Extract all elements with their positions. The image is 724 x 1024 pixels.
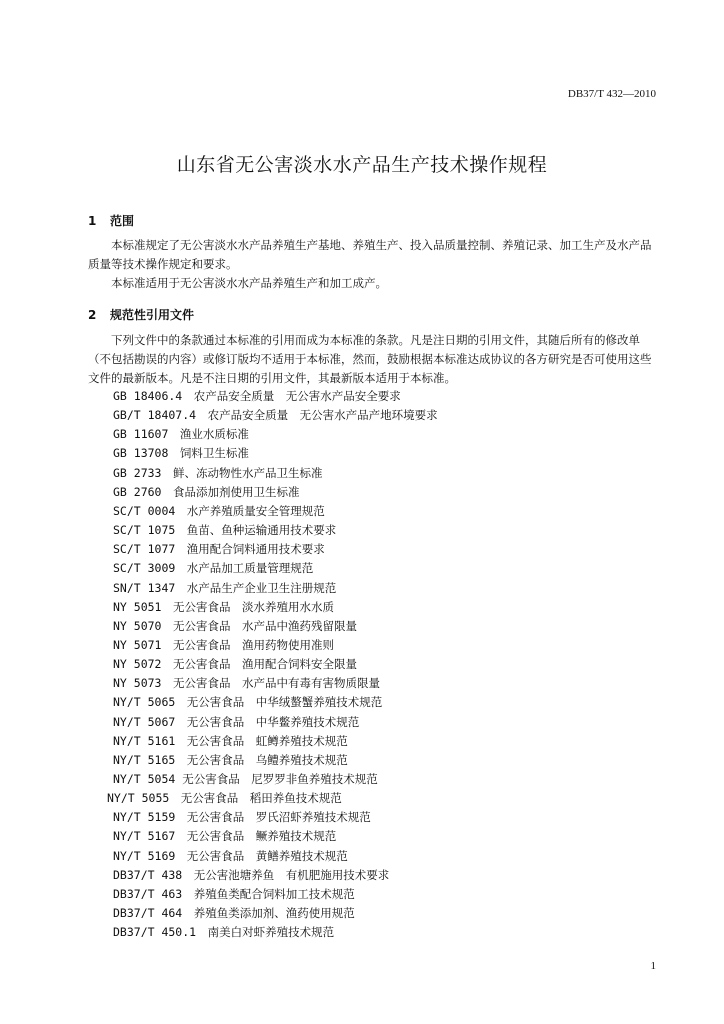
section-title: 规范性引用文件 xyxy=(110,308,195,322)
paragraph: 下列文件中的条款通过本标准的引用而成为本标准的条款。凡是注日期的引用文件，其随后所有的修改单（不包括勘误的内容）或修订版均不适用于本标准，然而，鼓励根据本标准达成协议的各方研究是否可使用这些文件的最新版本。凡是不注日期的引用文件，其最新版本适用于本标准。 xyxy=(88,333,652,385)
reference-item: NY 5073 无公害食品 水产品中有毒有害物质限量 xyxy=(113,676,380,691)
reference-item: NY 5070 无公害食品 水产品中渔药残留限量 xyxy=(113,618,357,633)
section-heading-scope xyxy=(88,212,134,229)
reference-item: NY/T 5169 无公害食品 黄鳝养殖技术规范 xyxy=(113,848,348,863)
scope-body xyxy=(88,236,658,293)
reference-item: GB 2733 鲜、冻动物性水产品卫生标准 xyxy=(113,465,323,480)
section-number: 1 xyxy=(88,214,97,228)
reference-item: GB 2760 食品添加剂使用卫生标准 xyxy=(113,484,300,499)
reference-item: SC/T 1077 渔用配合饲料通用技术要求 xyxy=(113,542,325,557)
reference-item: SN/T 1347 水产品生产企业卫生注册规范 xyxy=(113,580,337,595)
reference-item: SC/T 3009 水产品加工质量管理规范 xyxy=(113,561,314,576)
reference-item: NY 5071 无公害食品 渔用药物使用准则 xyxy=(113,637,334,652)
reference-item: GB/T 18407.4 农产品安全质量 无公害水产品产地环境要求 xyxy=(113,408,438,423)
reference-item: NY/T 5161 无公害食品 虹鳟养殖技术规范 xyxy=(113,733,348,748)
reference-item: GB 11607 渔业水质标准 xyxy=(113,427,249,442)
paragraph: 本标准适用于无公害淡水水产品养殖生产和加工成产。 xyxy=(111,276,387,290)
reference-item: DB37/T 438 无公害池塘养鱼 有机肥施用技术要求 xyxy=(113,867,390,882)
reference-item: NY/T 5159 无公害食品 罗氏沼虾养殖技术规范 xyxy=(113,810,371,825)
page-number: 1 xyxy=(650,960,656,972)
document-title: 山东省无公害淡水水产品生产技术操作规程 xyxy=(176,154,548,176)
reference-item: DB37/T 450.1 南美白对虾养殖技术规范 xyxy=(113,925,335,940)
paragraph: 本标准规定了无公害淡水水产品养殖生产基地、养殖生产、投入品质量控制、养殖记录、加工生产及水产品质量等技术操作规定和要求。 xyxy=(88,238,652,271)
reference-item: NY 5072 无公害食品 渔用配合饲料安全限量 xyxy=(113,657,357,672)
reference-item: DB37/T 463 养殖鱼类配合饲料加工技术规范 xyxy=(113,886,355,901)
reference-item: GB 18406.4 农产品安全质量 无公害水产品安全要求 xyxy=(113,389,401,403)
reference-item: SC/T 0004 水产养殖质量安全管理规范 xyxy=(113,503,325,518)
section-number: 2 xyxy=(88,308,97,322)
reference-item: NY/T 5165 无公害食品 乌鳢养殖技术规范 xyxy=(113,752,348,767)
references-intro xyxy=(88,331,658,388)
reference-item: NY/T 5065 无公害食品 中华绒螯蟹养殖技术规范 xyxy=(113,695,383,710)
section-heading-normative-references xyxy=(88,306,194,323)
reference-item: NY/T 5055 无公害食品 稻田养鱼技术规范 xyxy=(107,791,342,806)
reference-item: SC/T 1075 鱼苗、鱼种运输通用技术要求 xyxy=(113,523,337,538)
document-code: DB37/T 432—2010 xyxy=(567,88,656,100)
reference-item: NY/T 5167 无公害食品 鳜养殖技术规范 xyxy=(113,829,337,844)
reference-item: NY 5051 无公害食品 淡水养殖用水水质 xyxy=(113,599,334,614)
section-title: 范围 xyxy=(110,214,135,228)
reference-item: NY/T 5054 无公害食品 尼罗罗非鱼养殖技术规范 xyxy=(113,772,378,786)
reference-item: DB37/T 464 养殖鱼类添加剂、渔药使用规范 xyxy=(113,906,355,921)
reference-item: GB 13708 饲料卫生标准 xyxy=(113,446,249,461)
reference-item: NY/T 5067 无公害食品 中华鳖养殖技术规范 xyxy=(113,714,360,729)
